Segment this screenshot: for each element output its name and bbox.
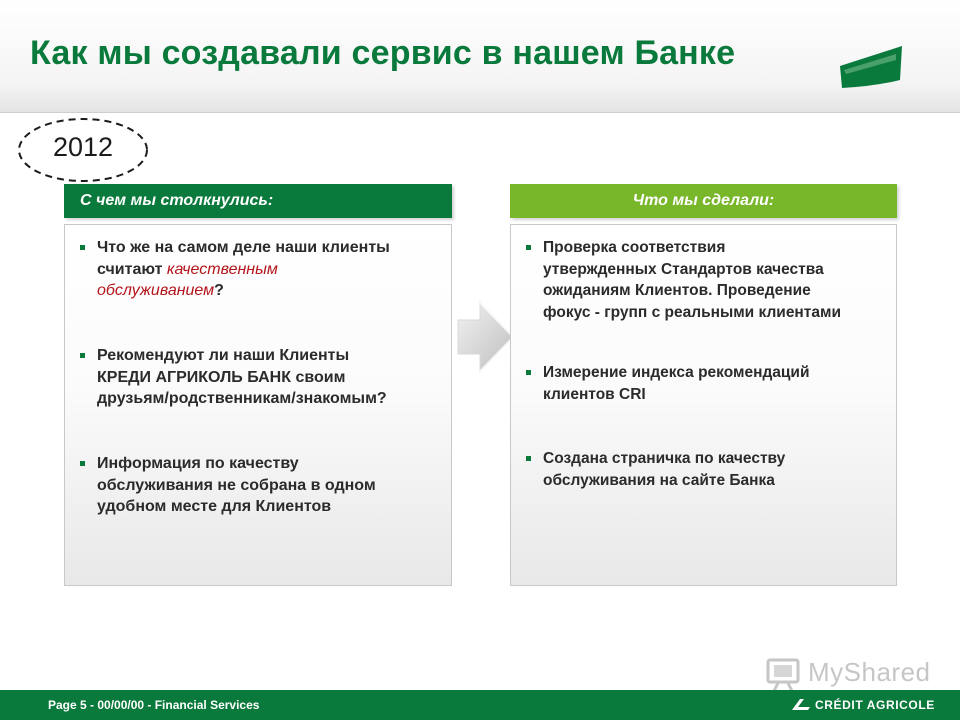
credit-agricole-logo-icon [790,697,812,713]
highlighted-text: качественным [166,260,278,278]
bullet-line: КРЕДИ АГРИКОЛЬ БАНК своим [97,368,346,386]
slide-footer [0,690,960,720]
green-swoosh-logo-icon [836,40,906,94]
left-bullet-1 [97,237,447,302]
watermark-text: MyShared [808,657,931,687]
bullet-square-icon [526,370,531,375]
bullet-line: ожиданиям Клиентов. Проведение [543,282,811,299]
right-bullet-2 [543,362,895,405]
bullet-line: Информация по качеству [97,455,299,472]
bullet-line [97,259,447,281]
right-panel [510,224,897,586]
bullet-square-icon [80,245,85,250]
bullet-line: Что же на самом деле наши клиенты [97,239,390,256]
bullet-square-icon [526,456,531,461]
right-panel-heading: Что мы сделали: [510,184,897,218]
bullet-line: обслуживания не собрана в одном [97,476,376,494]
bullet-square-icon [526,245,531,250]
bullet-line: Проверка соответствия [543,239,726,256]
bullet-line: Измерение индекса рекомендаций [543,364,810,381]
bullet-line: друзьям/родственникам/знакомым? [97,390,387,407]
bullet-text: ? [214,282,224,299]
footer-page-info: Page 5 - 00/00/00 - Financial Services [48,698,260,712]
bullet-line: удобном месте для Клиентов [97,498,332,515]
bullet-line: утвержденных Стандартов качества [543,260,824,278]
right-bullet-1 [543,237,895,323]
highlighted-text: обслуживанием [97,282,215,299]
bullet-text: считают [97,260,167,278]
left-panel [64,224,452,586]
bullet-line: фокус - групп с реальными клиентами [543,303,842,321]
slide-header [0,0,960,113]
right-bullet-3 [543,448,895,491]
bullet-line: клиентов CRI [543,385,646,403]
bullet-line: Рекомендуют ли наши Клиенты [97,347,350,364]
left-bullet-3 [97,453,447,518]
bullet-square-icon [80,353,85,358]
left-bullet-2 [97,345,447,410]
left-panel-heading: С чем мы столкнулись: [64,184,452,218]
bullet-line: Создана страничка по качеству [543,450,786,467]
bullet-line [97,280,447,302]
bullet-line: обслуживания на сайте Банка [543,471,775,489]
bullet-square-icon [80,461,85,466]
year-label: 2012 [52,132,114,162]
slide-title: Как мы создавали сервис в нашем Банке [30,34,736,72]
footer-brand: CRÉDIT AGRICOLE [815,698,935,712]
